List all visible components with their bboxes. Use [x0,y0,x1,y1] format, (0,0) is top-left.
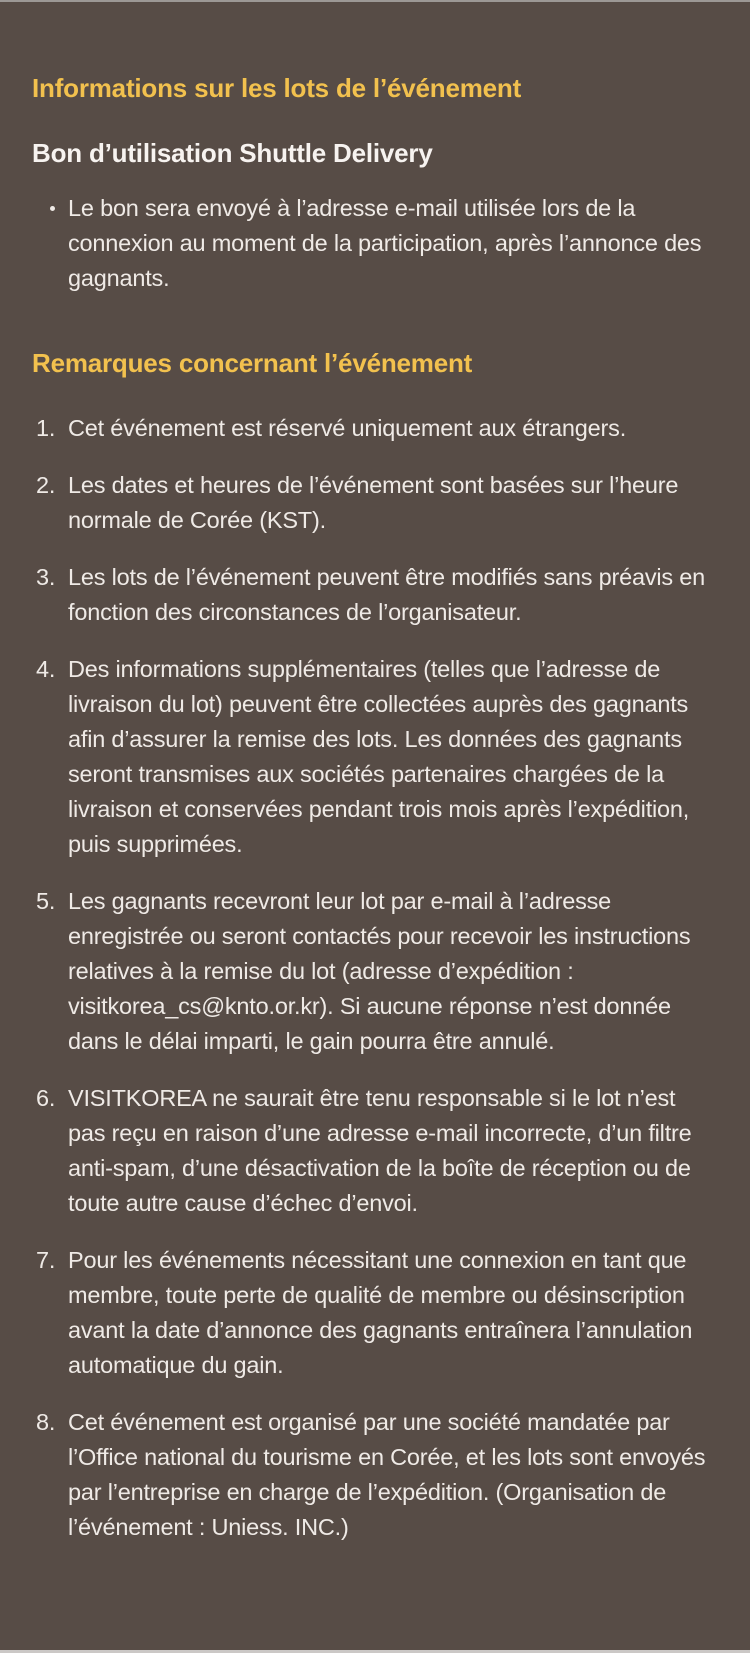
prize-info-heading: Informations sur les lots de l’événement [32,73,522,103]
prize-name: Bon d’utilisation Shuttle Delivery [32,138,433,168]
notes-heading: Remarques concernant l’événement [32,348,473,378]
list-item: Les gagnants recevront leur lot par e-mail à l’adresse enregistrée ou seront contactés pour recevoir les instructions relatives à la remise du lot (adresse d’expédition : visitkorea_cs@knto.or.kr). Si aucune réponse n’est donnée dans le délai imparti, le gain pourra être annulé. [68,888,691,1054]
list-item: Cet événement est organisé par une société mandatée par l’Office national du tourisme en Corée, et les lots sont envoyés par l’entreprise en charge de l’expédition. (Organisation de l’événement : Uniess. INC.) [68,1409,706,1540]
top-divider [0,0,750,2]
list-item: Le bon sera envoyé à l’adresse e-mail utilisée lors de la connexion au moment de la participation, après l’annonce des gagnants. [32,191,713,296]
prize-info-section [32,71,714,296]
prize-info-bullet-list [32,191,714,296]
list-item: Cet événement est réservé uniquement aux étrangers. [68,415,627,441]
list-item: Les lots de l’événement peuvent être modifiés sans préavis en fonction des circonstances de l’organisateur. [68,564,706,625]
list-item: Pour les événements nécessitant une connexion en tant que membre, toute perte de qualité de membre ou désinscription avant la date d’annonce des gagnants entraînera l’annulation automatique du gain. [68,1247,693,1378]
list-item: Les dates et heures de l’événement sont basées sur l’heure normale de Corée (KST). [68,472,679,533]
notes-section [32,346,714,1545]
notes-list [32,411,714,1545]
list-item: Des informations supplémentaires (telles que l’adresse de livraison du lot) peuvent être collectées auprès des gagnants afin d’assurer la remise des lots. Les données des gagnants seront transmises aux sociétés partenaires chargées de la livraison et conservées pendant trois mois après l’expédition, puis supprimées. [68,656,690,857]
list-item: VISITKOREA ne saurait être tenu responsable si le lot n’est pas reçu en raison d’une adresse e-mail incorrecte, d’un filtre anti-spam, d’une désactivation de la boîte de réception ou de toute autre cause d’échec d’envoi. [68,1085,692,1216]
